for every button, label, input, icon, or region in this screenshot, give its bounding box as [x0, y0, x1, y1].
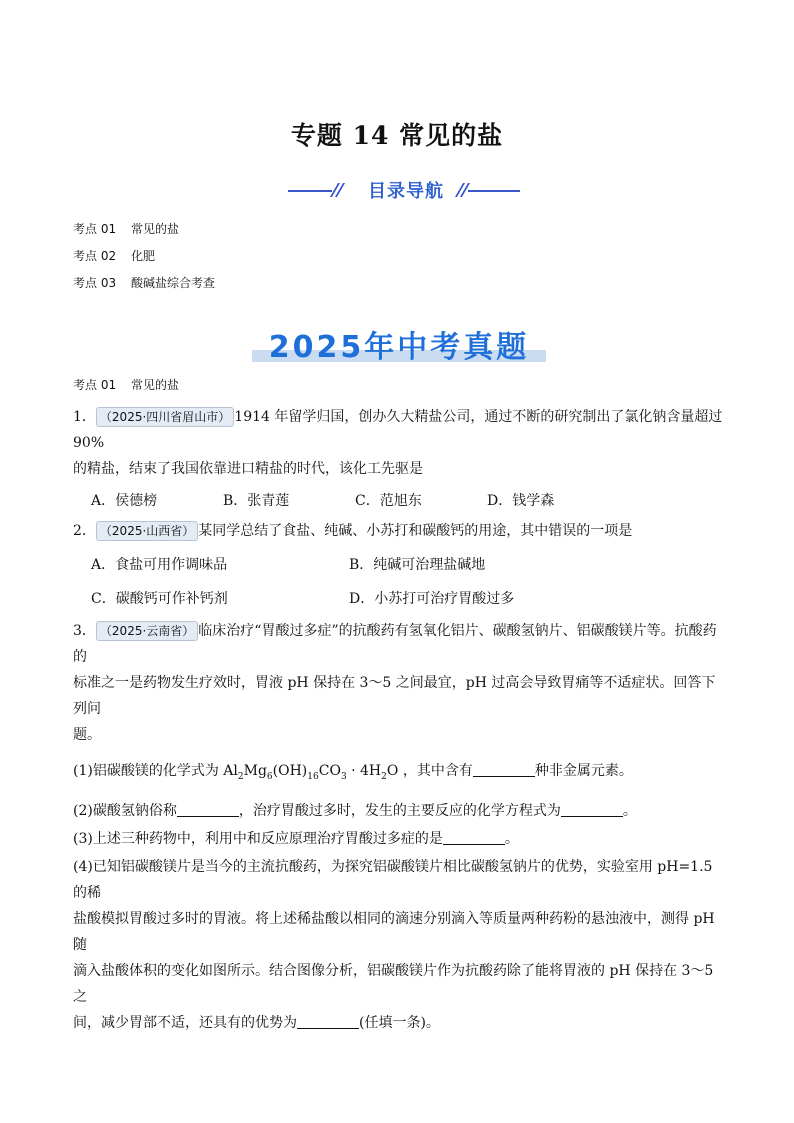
chemical-formula	[223, 763, 399, 782]
formula-part: Al	[223, 763, 238, 779]
options-q2-row-1	[91, 550, 725, 580]
option-c: C．范旭东	[355, 493, 422, 509]
source-tag: （2025·四川省眉山市）	[96, 407, 234, 427]
question-3	[73, 618, 725, 748]
toc-item-code: 考点 03	[73, 276, 117, 290]
formula-subscript: 6	[266, 771, 273, 782]
formula-subscript: 2	[237, 771, 244, 782]
question-number: 3．	[73, 623, 96, 639]
toc-item-code: 考点 01	[73, 222, 117, 236]
answer-blank[interactable]	[177, 802, 239, 817]
question-1	[73, 404, 725, 482]
section-name: 常见的盐	[131, 378, 180, 392]
sub-question-text: 滴入盐酸体积的变化如图所示。结合图像分析，铝碳酸镁片作为抗酸药除了能将胃液的 pH 保持在 3～5 之	[73, 962, 714, 1005]
question-text: 题。	[73, 727, 101, 743]
option-b: B．张青莲	[223, 493, 290, 509]
sub-question-text: ，其中含有	[402, 763, 473, 779]
sub-question-text: 盐酸模拟胃酸过多时的胃液。将上述稀盐酸以相同的滴速分别滴入等质量两种药粉的悬浊液中，测得 pH 随	[73, 910, 715, 953]
sub-question-2	[73, 798, 725, 824]
toc-item-code: 考点 02	[73, 249, 117, 263]
option-a: A．食盐可用作调味品	[91, 557, 228, 573]
question-2	[73, 518, 725, 544]
question-number: 2．	[73, 523, 96, 539]
toc-item[interactable]	[73, 220, 215, 247]
option-b: B．纯碱可治理盐碱地	[349, 557, 486, 573]
formula-subscript: 3	[340, 771, 347, 782]
toc-item-name: 酸碱盐综合考查	[131, 276, 216, 290]
sub-question-text: (任填一条)。	[359, 1014, 440, 1031]
source-tag: （2025·云南省）	[96, 621, 198, 641]
sub-question-text: ，治疗胃酸过多时，发生的主要反应的化学方程式为	[238, 802, 561, 819]
sub-question-text: (1)铝碳酸镁的化学式为	[73, 763, 219, 779]
toc-item[interactable]	[73, 247, 215, 274]
answer-blank[interactable]	[561, 802, 623, 817]
sub-question-text: 。	[622, 802, 637, 819]
formula-part: · 4H	[351, 763, 382, 779]
formula-subscript: 16	[307, 771, 319, 782]
question-text: 1914 年留学归国，创办久大精盐公司，通过不断的研究制出了氯化钠含量超过 90%	[73, 409, 723, 451]
banner-line-right	[468, 190, 520, 192]
question-text: 标准之一是药物发生疗效时，胃液 pH 保持在 3～5 之间最宜，pH 过高会导致胃痛等不适症状。回答下列问	[73, 675, 716, 717]
option-c: C．碳酸钙可作补钙剂	[91, 591, 228, 607]
sub-question-3	[73, 826, 725, 852]
sub-question-4	[73, 854, 725, 1036]
sub-question-1	[73, 758, 725, 790]
formula-part: O	[386, 763, 399, 779]
options-q1	[91, 488, 725, 514]
answer-blank[interactable]	[297, 1014, 359, 1029]
sub-question-text: (4)已知铝碳酸镁片是当今的主流抗酸药，为探究铝碳酸镁片相比碳酸氢钠片的优势，实验室用 pH=1.5 的稀	[73, 858, 713, 901]
options-q2-row-2	[91, 584, 725, 614]
page-title: 专题 14 常见的盐	[290, 121, 504, 150]
year-banner-text: 2025年中考真题	[268, 330, 530, 365]
toc-banner-label: 目录导航	[368, 181, 444, 202]
answer-blank[interactable]	[473, 762, 535, 777]
option-d: D．小苏打可治疗胃酸过多	[349, 591, 515, 607]
option-a: A．侯德榜	[91, 493, 158, 509]
question-text: 某同学总结了食盐、纯碱、小苏打和碳酸钙的用途，其中错误的一项是	[198, 523, 633, 539]
section-code: 考点 01	[73, 378, 117, 392]
sub-question-text: (3)上述三种药物中，利用中和反应原理治疗胃酸过多症的是	[73, 830, 443, 847]
section-heading	[73, 376, 179, 393]
toc-banner	[288, 174, 522, 206]
formula-part: (OH)	[272, 763, 308, 779]
toc-item-name: 常见的盐	[131, 222, 180, 236]
year-banner	[252, 322, 546, 368]
toc-item-name: 化肥	[131, 249, 156, 263]
question-text: 临床治疗“胃酸过多症”的抗酸药有氢氧化铝片、碳酸氢钠片、铝碳酸镁片等。抗酸药的	[73, 623, 717, 665]
formula-part: CO	[318, 763, 341, 779]
toc-item[interactable]	[73, 274, 215, 301]
sub-question-text: 。	[504, 830, 519, 847]
table-of-contents	[73, 220, 215, 301]
question-text: 的精盐，结束了我国依靠进口精盐的时代，该化工先驱是	[73, 461, 423, 477]
sub-question-text: 间，减少胃部不适，还具有的优势为	[73, 1014, 297, 1031]
source-tag: （2025·山西省）	[96, 521, 198, 541]
answer-blank[interactable]	[443, 830, 505, 845]
sub-question-text: (2)碳酸氢钠俗称	[73, 802, 177, 819]
question-list	[73, 404, 725, 1044]
option-d: D．钱学森	[487, 493, 555, 509]
formula-part: Mg	[243, 763, 267, 779]
question-number: 1．	[73, 409, 96, 425]
sub-question-text: 种非金属元素。	[534, 763, 633, 779]
formula-subscript: 2	[381, 771, 387, 782]
banner-line-left	[288, 190, 332, 192]
